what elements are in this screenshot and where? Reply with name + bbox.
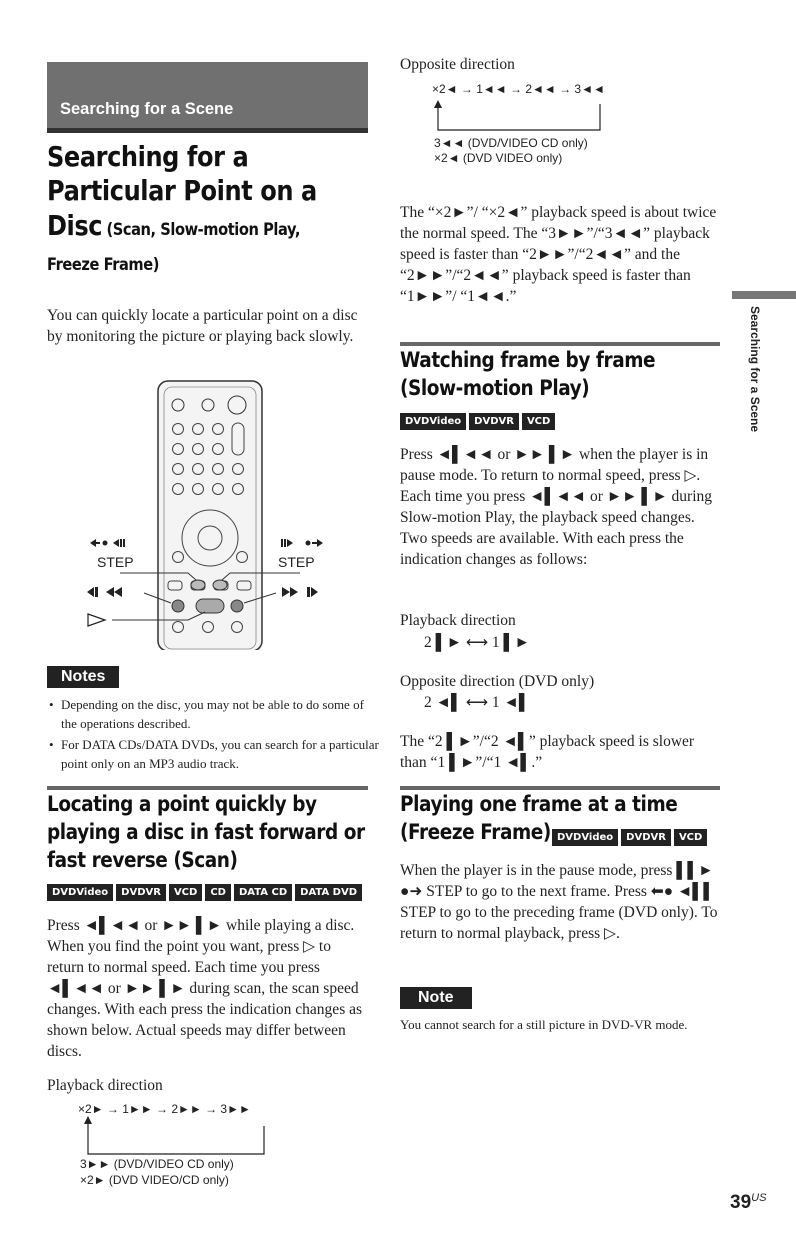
note-text: You cannot search for a still picture in DVD-VR mode. (400, 1017, 688, 1032)
opposite-note-2: ×2◄ (DVD VIDEO only) (434, 151, 563, 165)
note-item: • Depending on the disc, you may not be able to do some of the operations described. (49, 697, 364, 731)
opposite-seq: ×2◄ → 1◄◄ → 2◄◄ → 3◄◄ (432, 82, 605, 96)
banner-underline (47, 128, 368, 133)
badge: VCD (169, 884, 202, 901)
opposite-note-1: 3◄◄ (DVD/VIDEO CD only) (434, 136, 588, 150)
intro-paragraph: You can quickly locate a particular point on a disc by monitoring the picture or playing back slowly. (47, 307, 358, 345)
slow-playback-seq: 2 ▌► ⟷ 1 ▌► (424, 634, 530, 651)
note-item: • For DATA CDs/DATA DVDs, you can search for a particular point only on an MP3 audio track. (49, 737, 379, 771)
scan-loop-arrow (78, 1116, 278, 1158)
scan-playback-label: Playback direction (47, 1077, 163, 1094)
page-number (730, 1192, 766, 1214)
slow-opposite-seq: 2 ◄▌ ⟷ 1 ◄▌ (424, 694, 530, 711)
note-label: Note (418, 989, 454, 1006)
remote-illustration (60, 375, 370, 650)
badge: VCD (522, 413, 555, 430)
section-banner-text: Searching for a Scene (60, 100, 234, 118)
slow-playback-label: Playback direction (400, 612, 516, 629)
scan-playback-seq: ×2► → 1►► → 2►► → 3►► (78, 1102, 251, 1116)
title-sub-1: (Scan, Slow-motion Play, (106, 220, 301, 240)
notes-label: Notes (61, 668, 106, 685)
page-number-suffix: US (751, 1192, 767, 1204)
notes-label-box (47, 666, 119, 688)
scan-note-1: 3►► (DVD/VIDEO CD only) (80, 1157, 234, 1171)
opposite-speed-text: The “×2►”/ “×2◄” playback speed is about twice the normal speed. The “3►►”/“3◄◄” playback speed is faster than “2►►”/“2◄◄” and the “2►►”/“2◄◄” playback speed is faster than “1►►”/ “1◄◄.” (400, 204, 717, 305)
scan-note-2: ×2► (DVD VIDEO/CD only) (80, 1173, 229, 1187)
opposite-label: Opposite direction (400, 56, 515, 73)
badge: DATA DVD (295, 884, 362, 901)
page-title (47, 140, 377, 278)
slow-badges (400, 411, 558, 430)
title-line-3: Disc (47, 209, 103, 242)
note-label-box (400, 987, 472, 1009)
scan-body: Press ◄▌◄◄ or ►► ▌► while playing a disc. When you find the point you want, press ▷ to return to normal speed. Each time you press ◄▌◄◄ or ►► ▌► during scan, the scan speed changes. With each press the indication changes as shown below. Actual speeds may differ between discs. (47, 917, 363, 1060)
badge: VCD (674, 829, 707, 846)
side-tab-text: Searching for a Scene (748, 306, 762, 433)
badge: DVDVR (621, 829, 671, 846)
notes-list (47, 695, 383, 773)
page-number-value: 39 (730, 1192, 752, 1213)
side-tab-bar (732, 291, 796, 299)
freeze-badges (552, 827, 710, 846)
scan-heading: Locating a point quickly by playing a disc in fast forward or fast reverse (Scan) (47, 792, 365, 872)
badge: DVDVideo (47, 884, 113, 901)
title-line-2: Particular Point on a (47, 174, 317, 207)
badge: DVDVR (469, 413, 519, 430)
slow-speed-text: The “2 ▌►”/“2 ◄▌” playback speed is slower than “1 ▌►”/“1 ◄▌.” (400, 733, 695, 771)
opposite-diagram (432, 82, 642, 172)
freeze-heading: Playing one frame at a time (Freeze Frame) (400, 792, 678, 844)
title-line-1: Searching for a (47, 140, 249, 173)
badge: DVDVR (116, 884, 166, 901)
badge: CD (205, 884, 231, 901)
slow-heading: Watching frame by frame (Slow-motion Play) (400, 348, 656, 400)
scan-badges (47, 882, 365, 901)
step-left-label: STEP (97, 554, 134, 570)
opposite-loop-arrow (432, 96, 642, 138)
slow-opposite-label: Opposite direction (DVD only) (400, 673, 595, 690)
badge: DVDVideo (400, 413, 466, 430)
remote-svg (60, 375, 370, 650)
title-sub-2: Freeze Frame) (47, 255, 159, 275)
badge: DVDVideo (552, 829, 618, 846)
badge: DATA CD (234, 884, 292, 901)
section-banner (47, 62, 368, 128)
step-right-label: STEP (278, 554, 315, 570)
freeze-body: When the player is in the pause mode, press ▌▌► ●➜ STEP to go to the next frame. Press ⬅● ◄▌▌ STEP to go to the preceding frame (DVD only). To return to normal playback, press ▷. (400, 862, 718, 942)
slow-body: Press ◄▌◄◄ or ►► ▌► when the player is in pause mode. To return to normal speed, press ▷. Each time you press ◄▌◄◄ or ►► ▌► during Slow-motion Play, the playback speed changes. Two speeds are available. With each press the indication changes as follows: (400, 446, 713, 568)
scan-playback-diagram (78, 1102, 278, 1197)
side-tab (748, 306, 768, 466)
